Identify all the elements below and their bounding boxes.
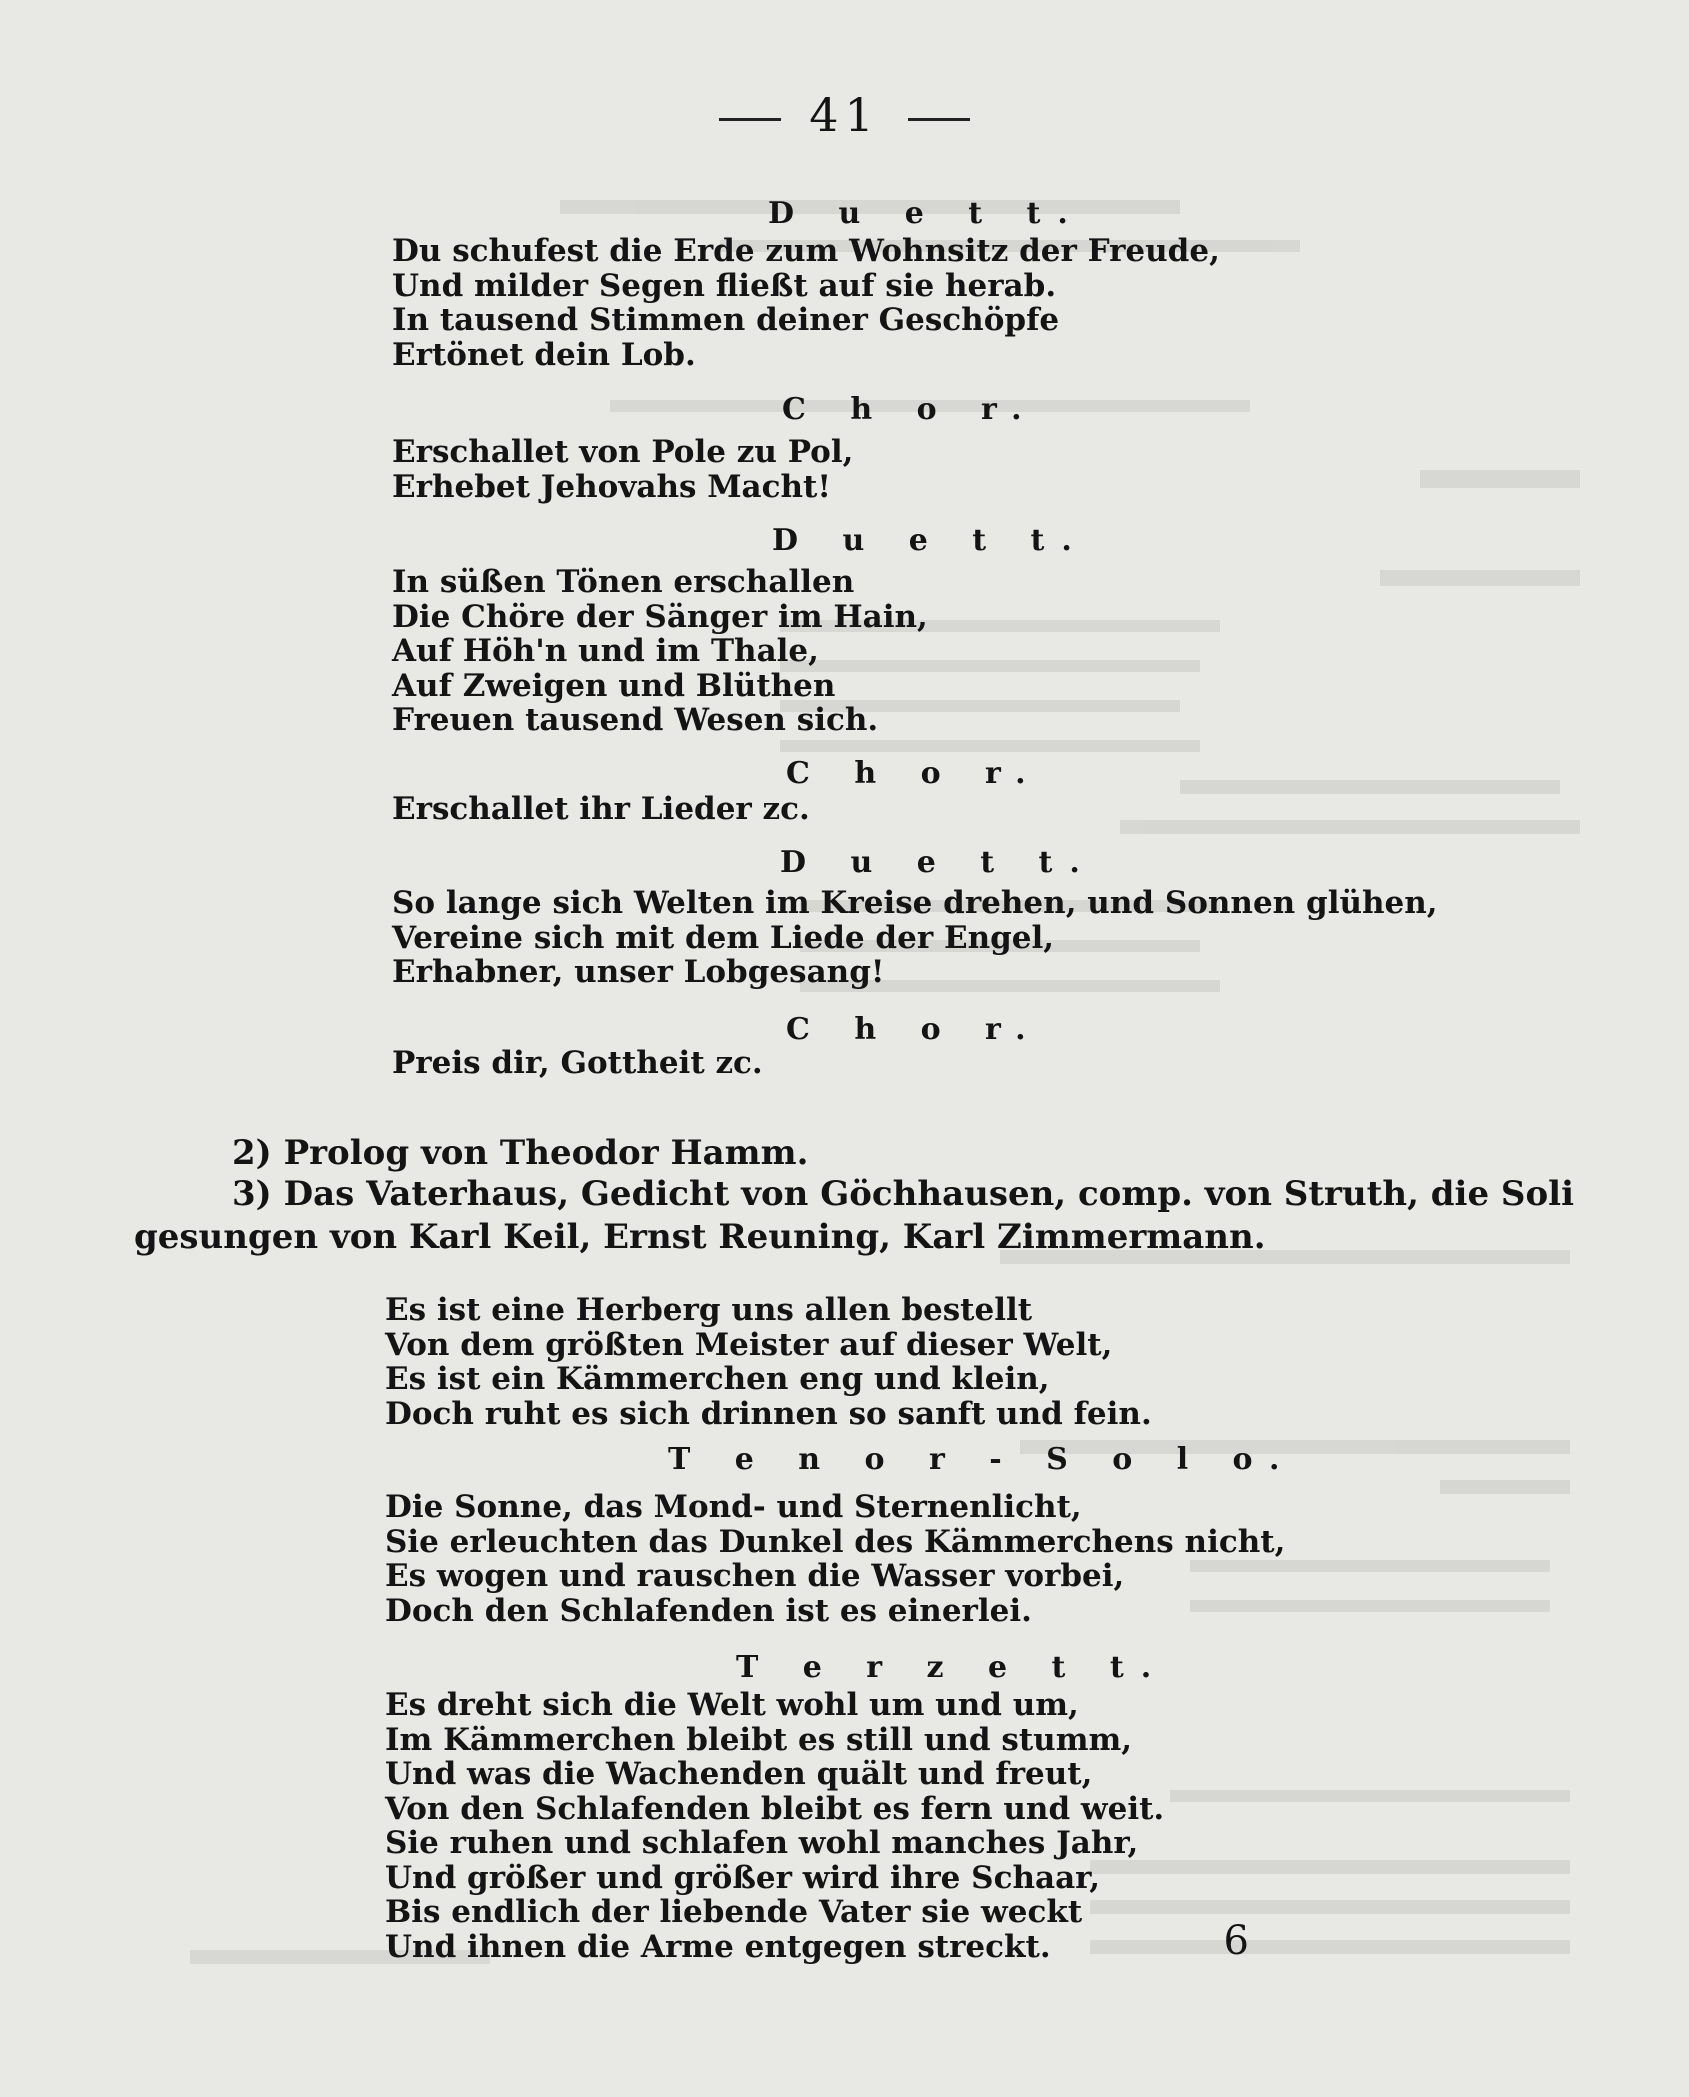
verse-line: Von den Schlafenden bleibt es fern und weit. xyxy=(385,1790,1165,1827)
verse-line: Preis dir, Gottheit zc. xyxy=(392,1045,763,1081)
verse-line: Ertönet dein Lob. xyxy=(392,336,696,373)
verse-chor-3 xyxy=(392,1046,763,1081)
program-entry-2: 2) Prolog von Theodor Hamm. xyxy=(232,1133,809,1173)
heading-tenor-solo: T e n o r - S o l o. xyxy=(668,1442,1297,1477)
verse-line: In süßen Tönen erschallen xyxy=(392,564,855,600)
signature-mark: 6 xyxy=(1223,1918,1249,1964)
heading-chor-2: C h o r. xyxy=(786,756,1043,791)
verse-line: Und größer und größer wird ihre Schaar, xyxy=(385,1859,1101,1896)
program-entry-3-continued: gesungen von Karl Keil, Ernst Reuning, Karl Zimmermann. xyxy=(134,1217,1266,1257)
verse-line: Freuen tausend Wesen sich. xyxy=(392,702,879,738)
verse-line: Im Kämmerchen bleibt es still und stumm, xyxy=(385,1721,1133,1758)
verse-line: Erschallet ihr Lieder zc. xyxy=(392,791,810,827)
verse-line: Erschallet von Pole zu Pol, xyxy=(392,434,854,470)
heading-chor-1: C h o r. xyxy=(782,392,1039,427)
verse-chor-2 xyxy=(392,792,810,827)
song-verse-2 xyxy=(385,1490,1285,1628)
verse-line: Auf Zweigen und Blüthen xyxy=(392,667,836,704)
verse-line: Und ihnen die Arme entgegen streckt. xyxy=(385,1928,1051,1965)
verse-line: Vereine sich mit dem Liede der Engel, xyxy=(392,919,1055,956)
verse-duett-2 xyxy=(392,565,928,738)
verse-line: In tausend Stimmen deiner Geschöpfe xyxy=(392,302,1060,338)
heading-duett-3: D u e t t. xyxy=(780,845,1097,880)
verse-line: Erhebet Jehovahs Macht! xyxy=(392,468,831,505)
page-number: 41 xyxy=(0,88,1689,142)
song-verse-1 xyxy=(385,1293,1152,1431)
verse-line: Du schufest die Erde zum Wohnsitz der Freude, xyxy=(392,233,1220,269)
heading-duett-2: D u e t t. xyxy=(772,523,1089,558)
verse-line: Doch den Schlafenden ist es einerlei. xyxy=(385,1592,1032,1629)
verse-line: Erhabner, unser Lobgesang! xyxy=(392,954,885,990)
verse-line: Es wogen und rauschen die Wasser vorbei, xyxy=(385,1558,1125,1594)
verse-line: Sie ruhen und schlafen wohl manches Jahr, xyxy=(385,1825,1139,1861)
verse-duett-3 xyxy=(392,886,1438,990)
verse-line: Bis endlich der liebende Vater sie weckt xyxy=(385,1894,1083,1930)
verse-line: Von dem größten Meister auf dieser Welt, xyxy=(385,1326,1113,1363)
verse-line: Die Chöre der Sänger im Hain, xyxy=(392,598,928,635)
heading-duett-1: D u e t t. xyxy=(768,196,1085,231)
verse-line: Und was die Wachenden quält und freut, xyxy=(385,1756,1093,1792)
verse-line: Auf Höh'n und im Thale, xyxy=(392,633,819,669)
heading-terzett: T e r z e t t. xyxy=(736,1650,1169,1685)
verse-line: Doch ruht es sich drinnen so sanft und fein. xyxy=(385,1395,1152,1432)
verse-line: So lange sich Welten im Kreise drehen, und Sonnen glühen, xyxy=(392,885,1438,921)
song-verse-3 xyxy=(385,1688,1164,1964)
verse-line: Die Sonne, das Mond- und Sternenlicht, xyxy=(385,1489,1082,1525)
verse-line: Und milder Segen fließt auf sie herab. xyxy=(392,267,1057,304)
verse-duett-1 xyxy=(392,234,1220,372)
verse-line: Es dreht sich die Welt wohl um und um, xyxy=(385,1687,1079,1723)
program-entry-3: 3) Das Vaterhaus, Gedicht von Göchhausen, comp. von Struth, die Soli xyxy=(232,1174,1574,1214)
verse-chor-1 xyxy=(392,435,853,504)
verse-line: Es ist eine Herberg uns allen bestellt xyxy=(385,1292,1033,1328)
heading-chor-3: C h o r. xyxy=(786,1012,1043,1047)
verse-line: Es ist ein Kämmerchen eng und klein, xyxy=(385,1361,1050,1397)
verse-line: Sie erleuchten das Dunkel des Kämmerchens nicht, xyxy=(385,1523,1286,1560)
